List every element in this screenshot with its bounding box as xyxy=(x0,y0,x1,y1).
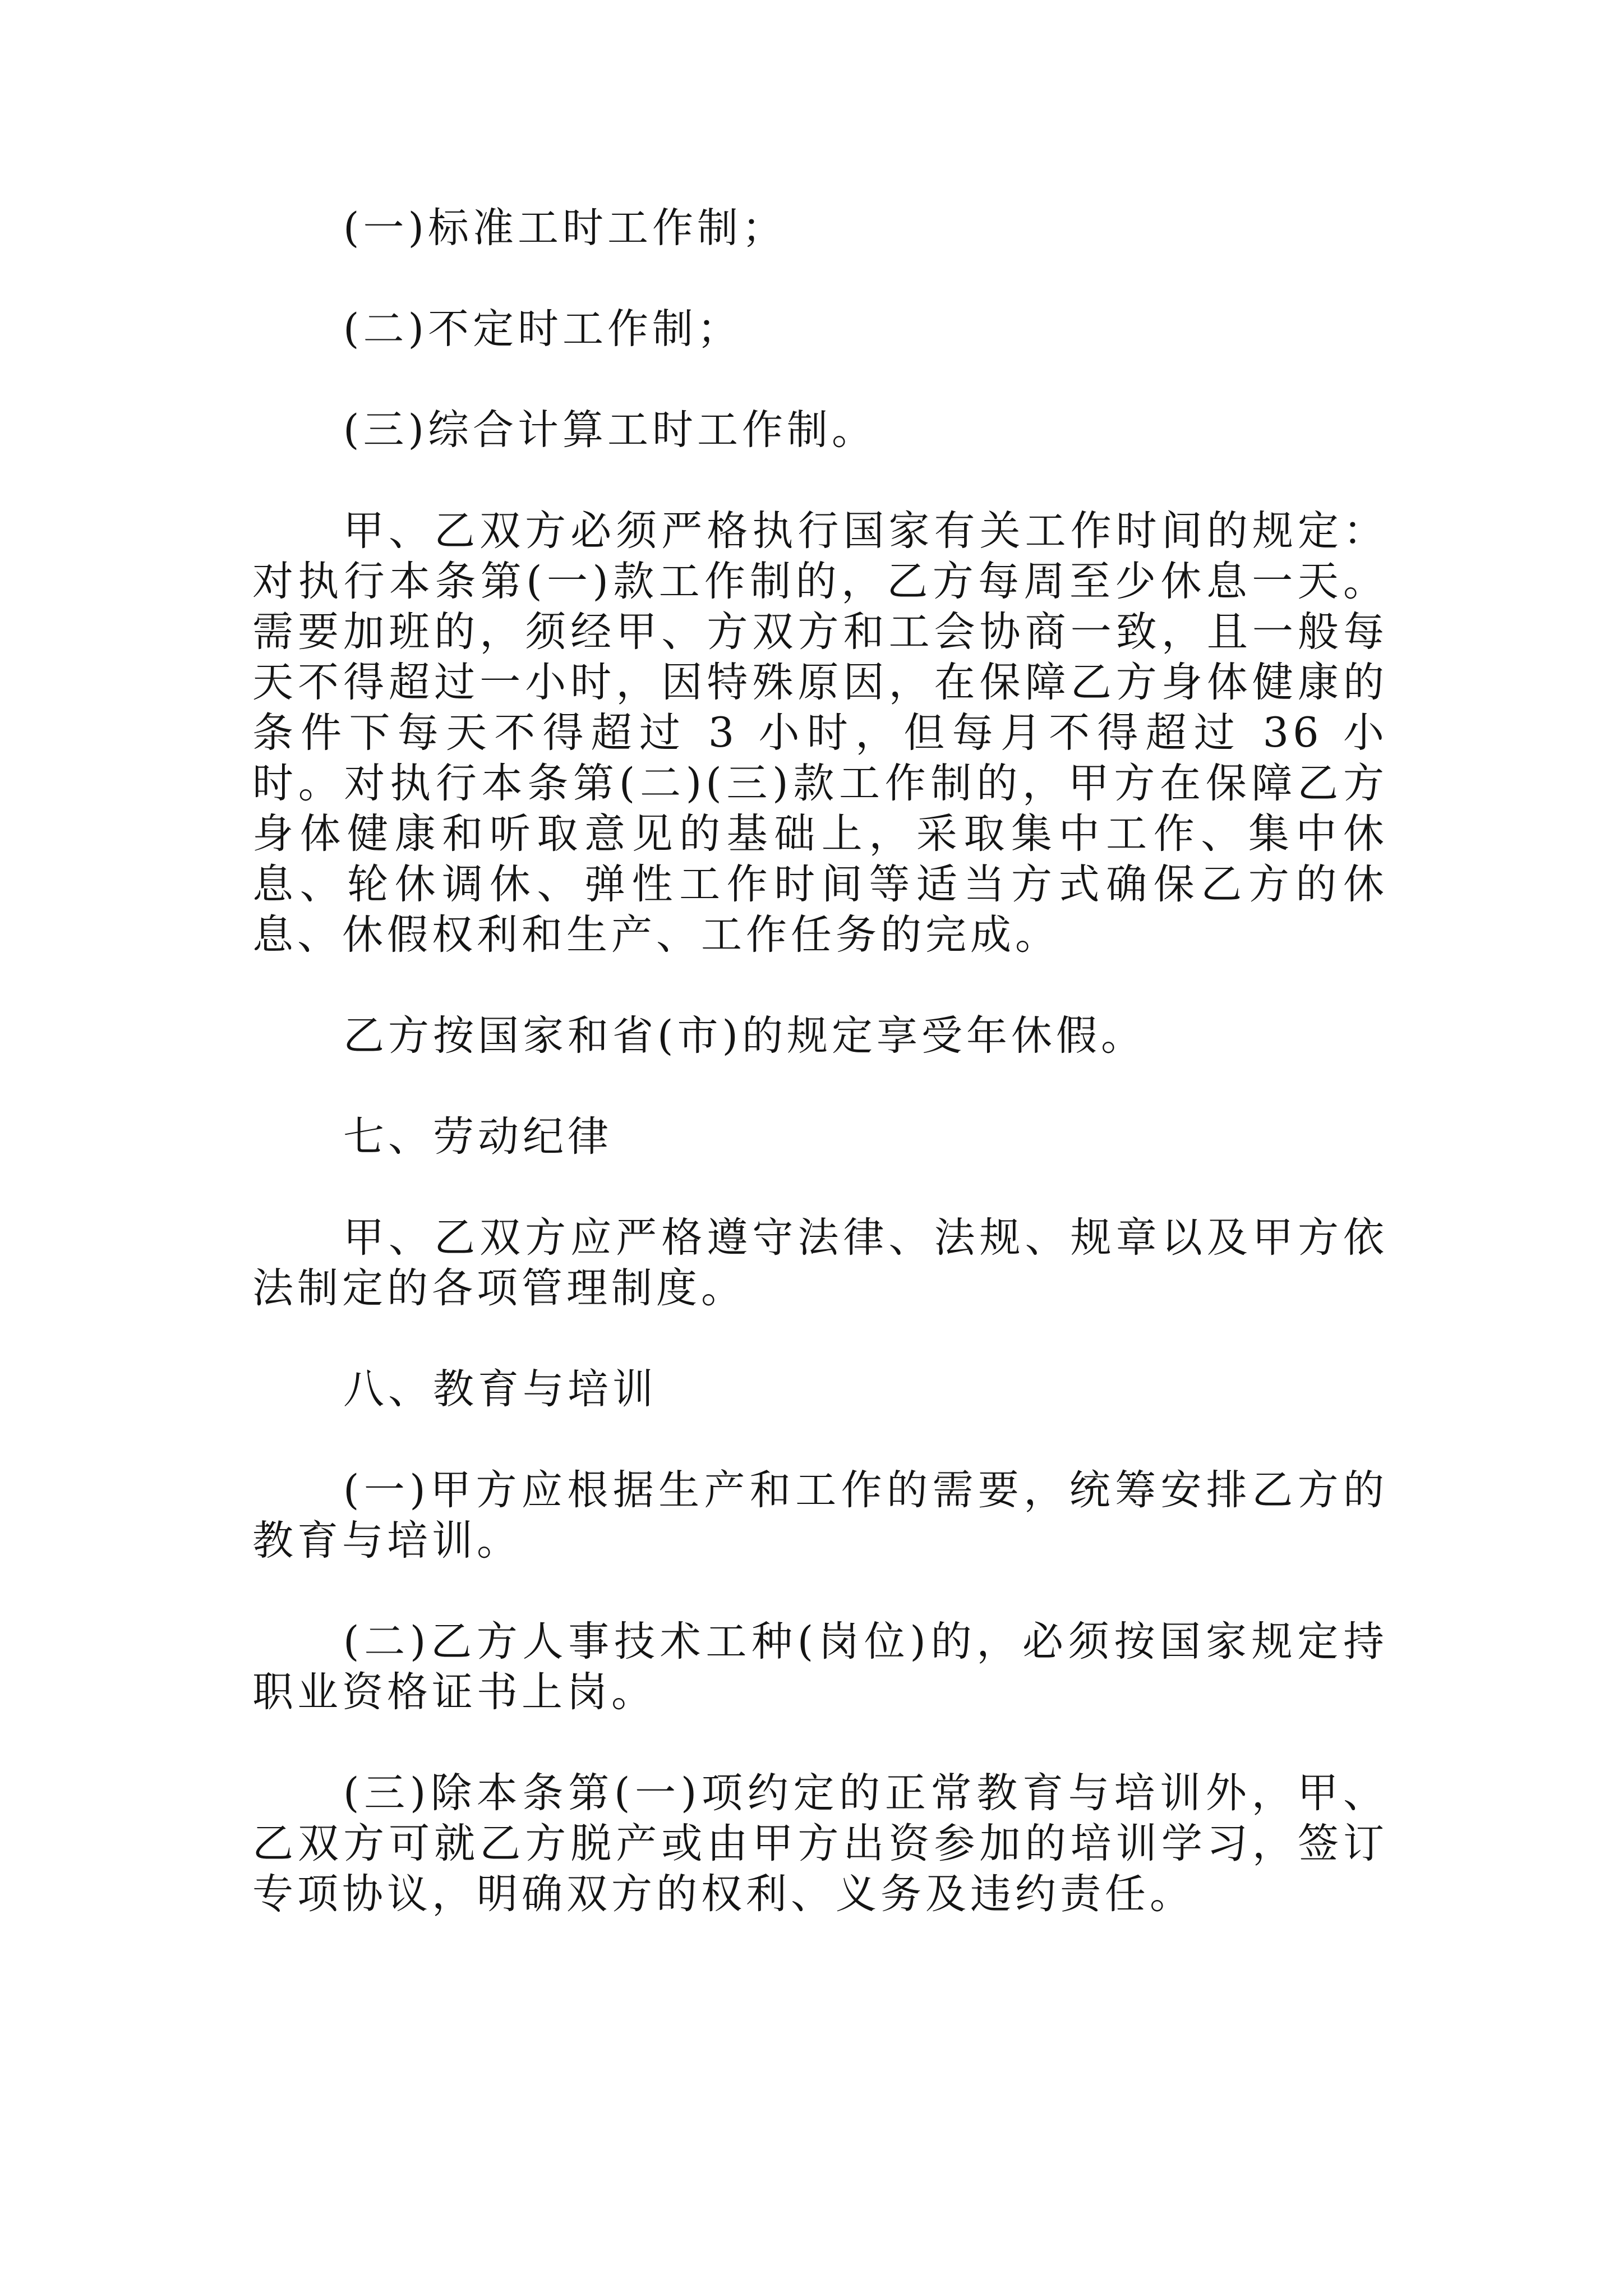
annual-leave-paragraph: 乙方按国家和省(市)的规定享受年休假。 xyxy=(343,1012,1146,1060)
labor-discipline-paragraph: 甲、乙双方应严格遵守法律、法规、规章以及甲方依法制定的各项管理制度。 xyxy=(252,1214,1388,1312)
clause-item-standard-hours: (一)标准工时工作制； xyxy=(343,204,787,252)
training-item-2: (二)乙方人事技术工种(岗位)的，必须按国家规定持职业资格证书上岗。 xyxy=(252,1618,1388,1716)
clause-item-flexible-hours: (二)不定时工作制； xyxy=(343,305,742,353)
section-heading-education-training: 八、教育与培训 xyxy=(343,1365,657,1413)
section-heading-labor-discipline: 七、劳动纪律 xyxy=(343,1113,612,1161)
training-item-1: (一)甲方应根据生产和工作的需要，统筹安排乙方的教育与培训。 xyxy=(252,1466,1388,1565)
clause-item-comprehensive-hours: (三)综合计算工时工作制。 xyxy=(343,406,877,454)
training-item-3: (三)除本条第(一)项约定的正常教育与培训外，甲、乙双方可就乙方脱产或由甲方出资参加的培训学习，签订专项协议，明确双方的权利、义务及违约责任。 xyxy=(252,1769,1388,1918)
working-time-rules-paragraph: 甲、乙双方必须严格执行国家有关工作时间的规定：对执行本条第(一)款工作制的，乙方每周至少休息一天。需要加班的，须经甲、方双方和工会协商一致，且一般每天不得超过一小时，因特殊原因，在保障乙方身体健康的条件下每天不得超过 3 小时，但每月不得超过 36 小时。对执行本条第(二)(三)款工作制的，甲方在保障乙方身体健康和听取意见的基础上，采取集中工作、集中休息、轮休调休、弹性工作时间等适当方式确保乙方的休息、休假权利和生产、工作任务的完成。 xyxy=(252,507,1388,959)
document-body xyxy=(252,203,1388,1970)
